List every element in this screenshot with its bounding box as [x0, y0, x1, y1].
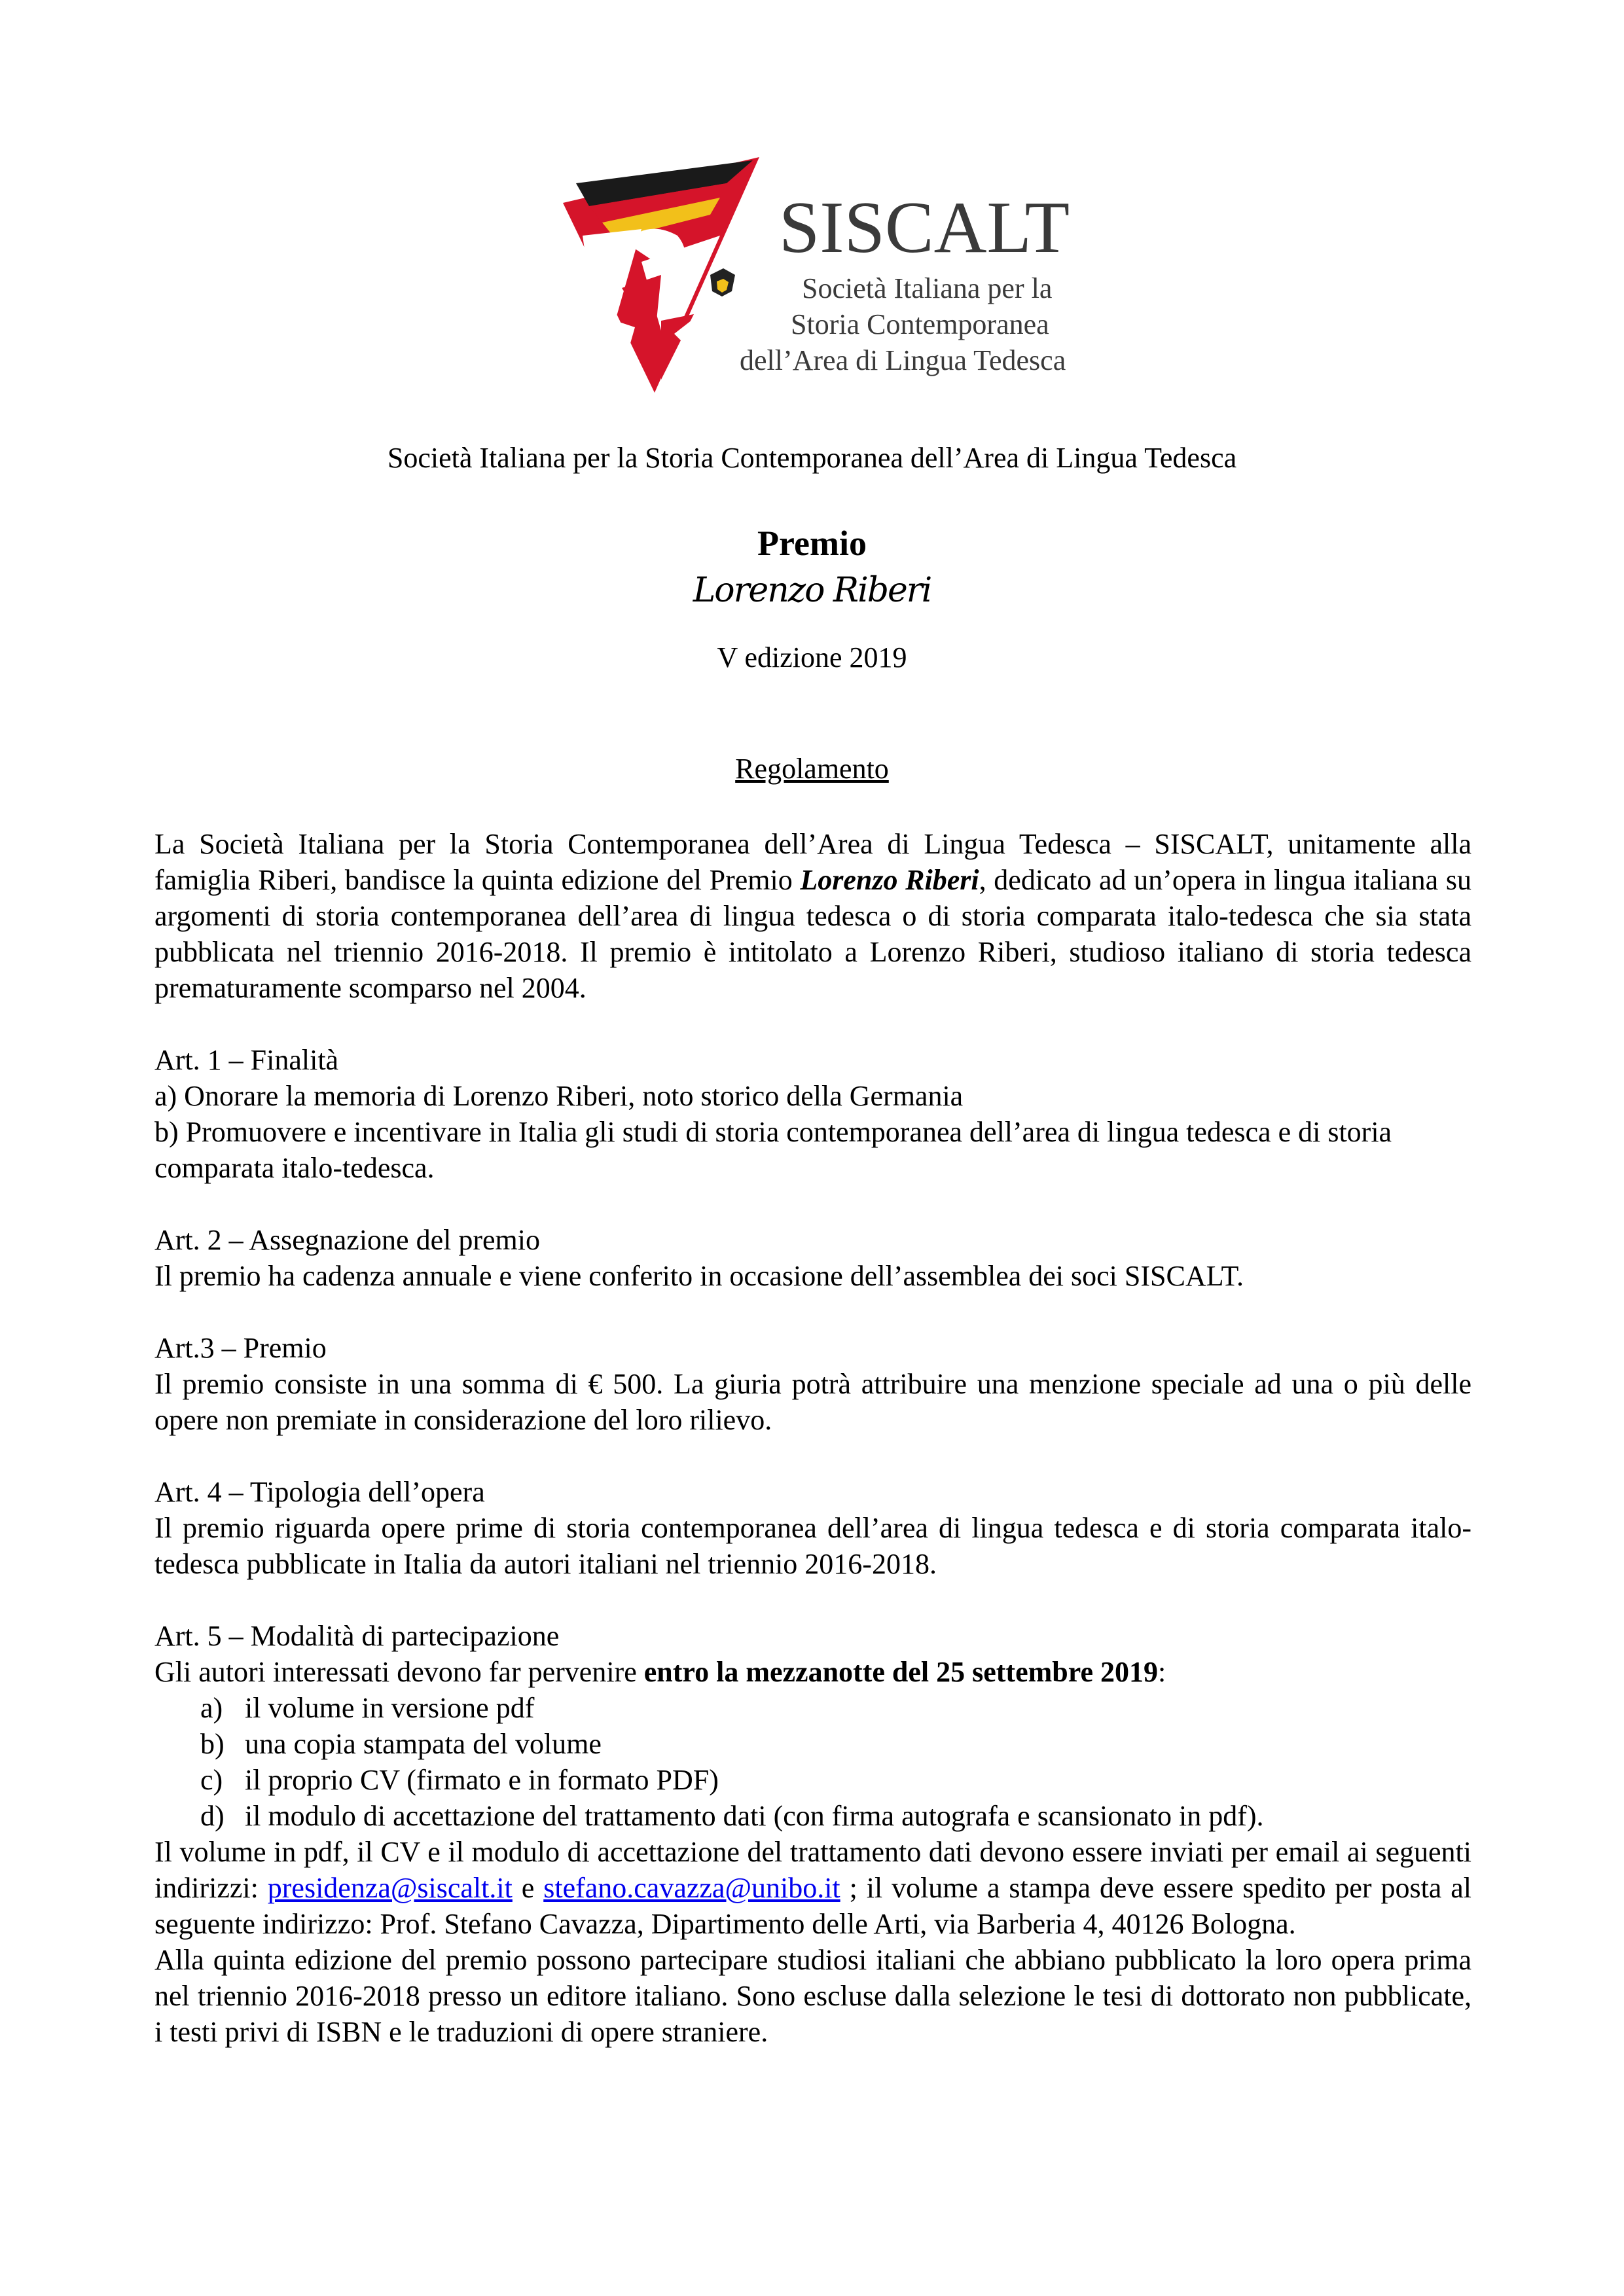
logo-name: SISCALT — [779, 187, 1070, 268]
premio-name: Lorenzo Riberi — [693, 571, 931, 610]
article-1-title: Art. 1 – Finalità — [154, 1044, 339, 1076]
article-5-send — [154, 1834, 1471, 1942]
article-5-deadline: entro la mezzanotte del 25 settembre 2019 — [643, 1656, 1158, 1688]
article-3-title: Art.3 – Premio — [154, 1332, 327, 1364]
society-title: Società Italiana per la Storia Contemporanea dell’Area di Lingua Tedesca — [387, 442, 1237, 474]
article-5-lead — [154, 1654, 1471, 1690]
intro-paragraph — [154, 826, 1471, 1006]
regolamento-heading: Regolamento — [735, 753, 889, 785]
list-marker: a) — [200, 1692, 223, 1724]
article-5 — [154, 1618, 1471, 2050]
list-item-text: il modulo di accettazione del trattamento dati (con firma autografa e scansionato in pdf). — [245, 1800, 1264, 1832]
logo-line-2: Storia Contemporanea — [791, 308, 1049, 340]
logo-emblem — [563, 157, 759, 393]
article-5-lead-end: : — [1158, 1656, 1166, 1688]
article-5-list — [154, 1690, 1471, 1834]
list-item — [154, 1690, 1471, 1726]
article-1 — [154, 1042, 1471, 1186]
edition-label: V edizione 2019 — [717, 641, 907, 673]
article-2-text: Il premio ha cadenza annuale e viene conferito in occasione dell’assemblea dei soci SISCALT. — [154, 1260, 1244, 1292]
article-2 — [154, 1222, 1471, 1294]
article-2-title: Art. 2 – Assegnazione del premio — [154, 1224, 540, 1256]
logo-line-1: Società Italiana per la — [802, 272, 1053, 304]
article-5-final: Alla quinta edizione del premio possono partecipare studiosi italiani che abbiano pubblicato la loro opera prima nel triennio 2016-2018 presso un editore italiano. Sono escluse dalla selezione le tesi di dottorato non pubblicate, i testi privi di ISBN e le traduzioni di opere straniere. — [154, 1944, 1471, 2048]
list-item — [154, 1762, 1471, 1798]
article-5-send-and: e — [512, 1872, 544, 1904]
list-marker: c) — [200, 1764, 223, 1796]
email-link-presidenza[interactable]: presidenza@siscalt.it — [267, 1872, 513, 1904]
list-item-text: il volume in versione pdf — [245, 1692, 535, 1724]
list-marker: b) — [200, 1728, 225, 1760]
intro-prize-name: Lorenzo Riberi — [800, 864, 979, 896]
siscalt-logo — [563, 157, 1074, 393]
premio-title: Premio — [757, 524, 867, 563]
logo-line-3: dell’Area di Lingua Tedesca — [740, 344, 1066, 376]
article-1-item-b: b) Promuovere e incentivare in Italia gli studi di storia contemporanea dell’area di lingua tedesca e di storia comparata italo-tedesca. — [154, 1116, 1392, 1184]
article-5-send-text-1: Il volume in pdf, il CV e il modulo di accettazione del trattamento dati devono essere inviati per email ai seguenti indirizzi: — [154, 1836, 1471, 1904]
email-link-cavazza[interactable]: stefano.cavazza@unibo.it — [543, 1872, 840, 1904]
list-item-text: una copia stampata del volume — [245, 1728, 602, 1760]
intro-text-1: La Società Italiana per la Storia Contemporanea dell’Area di Lingua Tedesca – SISCALT, unitamente alla famiglia Riberi, bandisce la quinta edizione del Premio — [154, 828, 1471, 896]
article-5-title: Art. 5 – Modalità di partecipazione — [154, 1620, 560, 1652]
list-item-text: il proprio CV (firmato e in formato PDF) — [245, 1764, 719, 1796]
article-5-lead-text: Gli autori interessati devono far pervenire — [154, 1656, 644, 1688]
list-marker: d) — [200, 1800, 225, 1832]
article-4 — [154, 1474, 1471, 1582]
article-5-send-text-2: ; il volume a stampa deve essere spedito per posta al seguente indirizzo: Prof. Stefano Cavazza, Dipartimento delle Arti, via Barberia 4, 40126 Bologna. — [154, 1872, 1472, 1940]
article-3-text: Il premio consiste in una somma di € 500. La giuria potrà attribuire una menzione speciale ad una o più delle opere non premiate in considerazione del loro rilievo. — [154, 1368, 1471, 1436]
article-4-title: Art. 4 – Tipologia dell’opera — [154, 1476, 485, 1508]
article-4-text: Il premio riguarda opere prime di storia contemporanea dell’area di lingua tedesca e di storia comparata italo-tedesca pubblicate in Italia da autori italiani nel triennio 2016-2018. — [154, 1512, 1471, 1580]
article-3 — [154, 1330, 1471, 1438]
list-item — [154, 1798, 1471, 1834]
list-item — [154, 1726, 1471, 1762]
article-1-item-a: a) Onorare la memoria di Lorenzo Riberi, noto storico della Germania — [154, 1080, 964, 1112]
intro-text-2: , dedicato ad un’opera in lingua italiana su argomenti di storia contemporanea dell’area di lingua tedesca o di storia comparata italo-tedesca che sia stata pubblicata nel triennio 2016-2018. Il premio è intitolato a Lorenzo Riberi, studioso italiano di storia tedesca prematuramente scomparso nel 2004. — [154, 864, 1471, 1004]
